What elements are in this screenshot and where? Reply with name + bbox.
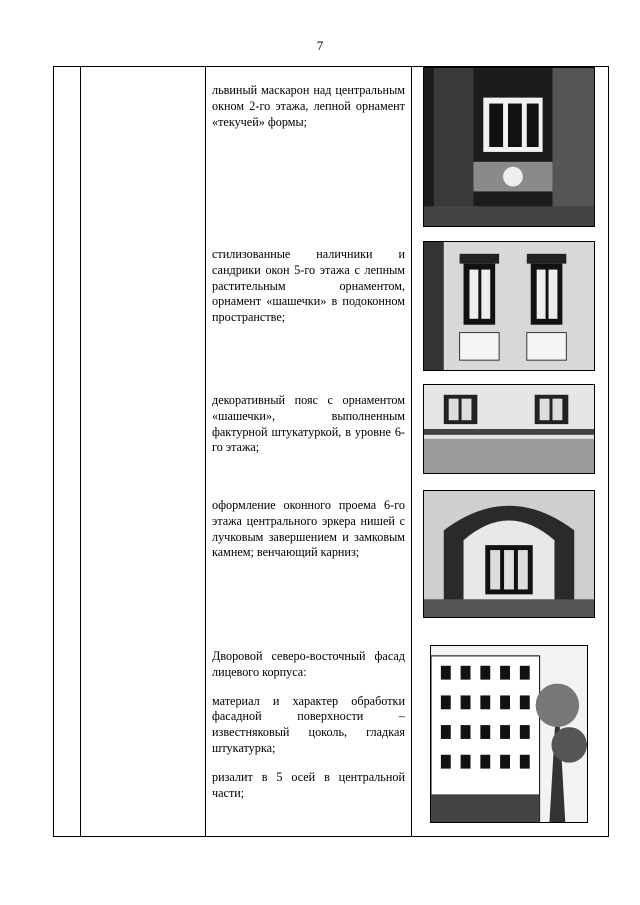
section-heading: Дворовой северо-восточный фасад лицевого корпуса:: [212, 649, 405, 679]
decorative-belt-photo: [423, 384, 595, 474]
page-number: 7: [316, 38, 324, 53]
description-text: львиный маскарон над центральным окном 2-го этажа, лепной орнамент «текучей» формы;: [212, 83, 405, 129]
heritage-table: [53, 66, 609, 837]
column-divider-1: [80, 67, 81, 836]
feature-description-courtyard-facade: [212, 649, 405, 801]
column-divider-2: [205, 67, 206, 836]
courtyard-facade-photo: [430, 645, 588, 823]
feature-description-window-surrounds: [212, 247, 405, 326]
feature-description-mascaron: [212, 83, 405, 130]
column-divider-3: [411, 67, 412, 836]
description-text: материал и характер обработки фасадной поверхности – известняковый цоколь, гладкая штукатурка;: [212, 693, 405, 755]
window-surrounds-photo: [423, 241, 595, 371]
arched-niche-photo: [423, 490, 595, 618]
description-text: стилизованные наличники и сандрики окон 5-го этажа с лепным растительным орнаментом, орнамент «шашечки» в подоконном пространстве;: [212, 247, 405, 325]
description-text: декоративный пояс с орнаментом «шашечки», выполненным фактурной штукатуркой, в уровне 6-го этажа;: [212, 393, 405, 455]
ornament-mascaron-photo: [423, 67, 595, 227]
feature-description-decorative-belt: [212, 393, 405, 456]
feature-description-arched-niche: [212, 498, 405, 561]
description-text: оформление оконного проема 6-го этажа центрального эркера нишей с лучковым завершением и замковым камнем; венчающий карниз;: [212, 498, 405, 560]
description-text: ризалит в 5 осей в центральной части;: [212, 769, 405, 800]
